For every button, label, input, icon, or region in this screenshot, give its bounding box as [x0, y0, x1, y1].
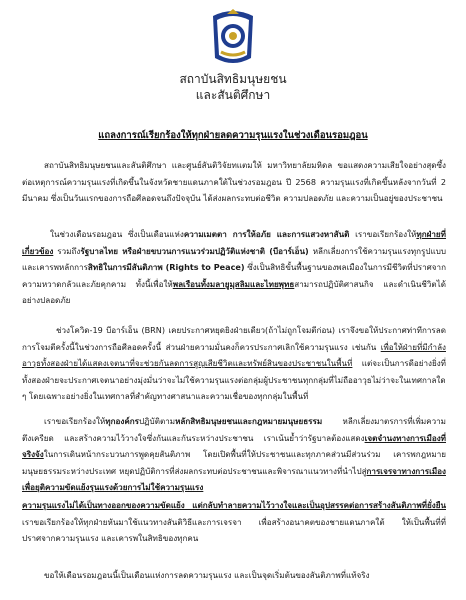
- p4-bold-1: ทุกองค์กร: [105, 416, 139, 426]
- institute-emblem-logo: [207, 8, 259, 68]
- paragraph-4: [22, 413, 446, 496]
- p2-text-1: ในช่วงเดือนรอมฎอน ซึ่งเป็นเดือนแห่ง: [50, 229, 184, 239]
- p4-bold-3: เจตจำนงทางการเมืองที่จริงจัง: [22, 432, 446, 460]
- p5-text-1: เราขอเรียกร้องให้ทุกฝ่ายหันมาใช้แนวทางสันติวิธีและการเจรจา เพื่อสร้างอนาคตของชายแดนภาคใต้ ให้เป็นพื้นที่ที่ปราศจากความรุนแรง และเคารพในสิทธิของทุกคน: [22, 516, 446, 544]
- p2-text-6: สามารถปฏิบัติศาสนกิจ และดำเนินชีวิตได้อย่างปลอดภัย: [22, 278, 447, 306]
- p4-text-2: ปฏิบัติตาม: [138, 416, 176, 426]
- p5-bold-1: ความรุนแรงไม่ได้เป็นทางออกของความขัดแย้ง แต่กลับทำลายความไว้วางใจและเป็นอุปสรรคต่อการสร้างสันติภาพที่ยั่งยืน: [22, 500, 446, 510]
- paragraph-1: สถาบันสิทธิมนุษยชนและสันติศึกษา และศูนย์สันติวิจัยทแตมให้ มหาวิทยาลัยมหิดล ขอแสดงความเสียใจอย่างสุดซึ้งต่อเหตุการณ์ความรุนแรงที่เกิดขึ้นในจังหวัดชายแดนภาคใต้ในช่วงรอมฎอน ปี 2568 ความรุนแรงที่เกิดขึ้นหลังจากวันที่ 2 มีนาคม ซึ่งเป็นวันแรกของการถือศีลอดจนถึงปัจจุบัน ได้ส่งผลกระทบต่อชีวิต ความปลอดภัย และความเป็นอยู่ของประชาชน: [22, 160, 446, 204]
- p2-bold-5: พลเรือนทั้งมลายูมุสลิมและไทยพุทธ: [172, 278, 295, 289]
- p2-bold-1: ความเมตตา การให้อภัย และการแสวงหาสันติ: [183, 229, 350, 239]
- paragraph-5: [22, 497, 446, 547]
- paragraph-2: [22, 226, 446, 309]
- p2-bold-3: รัฐบาลไทย หรือฝ่ายขบวนการแนวร่วมปฏิวัติแห่งชาติ (บีอาร์เอ็น): [80, 245, 309, 256]
- p2-text-3: รวมถึง: [53, 245, 81, 256]
- p4-bold-4: การเจรจาทางการเมืองเพื่อยุติความขัดแย้งรุนแรงด้วยการไม่ใช้ความรุนแรง: [22, 465, 446, 493]
- p4-text-1: เราขอเรียกร้องให้: [44, 416, 106, 426]
- p2-bold-2: ทุกฝ่ายที่เกี่ยวข้อง: [22, 229, 446, 256]
- institution-name-line1: สถาบันสิทธิมนุษยชน: [179, 72, 287, 86]
- statement-title: แถลงการณ์เรียกร้องให้ทุกฝ่ายลดความรุนแรงในช่วงเดือนรอมฎอน: [98, 130, 368, 141]
- paragraph-6: ขอให้เดือนรอมฎอนนี้เป็นเดือนแห่งการลดความรุนแรง และเป็นจุดเริ่มต้นของสันติภาพที่แท้จริง: [44, 570, 370, 580]
- p4-text-3: หลีกเลี่ยงมาตรการที่เพิ่มความตึงเครียด และสร้างความไว้วางใจซึ่งกันและกันระหว่างประชาชน เราเน้นย้ำว่ารัฐบาลต้องแสดง: [22, 416, 446, 443]
- p4-bold-2: หลักสิทธิมนุษยชนและกฎหมายมนุษยธรรม: [175, 416, 323, 426]
- p2-text-4: หลีกเลี่ยงการใช้ความรุนแรงทุกรูปแบบ และเคารพหลักการ: [22, 245, 447, 273]
- p2-bold-4: สิทธิในการมีสันติภาพ (Rights to Peace): [87, 262, 245, 273]
- p3-text-1: ช่วงโควิด-19 บีอาร์เอ็น (BRN) เคยประกาศหยุดยิงฝ่ายเดียว(ถ้าไม่ถูกโจมตีก่อน) เราจึงขอให้ประกาศท่าทีการลดการโจมตีครั้งนี้ในช่วงการถือศีลอดครั้งนี้ ส่วนฝ่ายความมั่นคงก็ควรประกาศเลิกใช้ความรุนแรง เช่นกัน: [22, 325, 446, 352]
- p3-text-2: แต่จะเป็นการดีอย่างยิ่งที่ทั้งสองฝ่ายจะประกาศเจตนาอย่างมุ่งมั่นว่าจะไม่ใช้ความรุนแรงต่อกลุ่มผู้ประชาชนทุกกลุ่มที่ไม่ถืออาวุธไม่ว่าจะในเทศกาลใด ๆ โดยเฉพาะอย่างยิ่งในเทศกาลที่สำคัญทางศาสนาและความเชื่อของทุกกลุ่มในพื้นที่: [22, 358, 446, 402]
- p2-text-5: ซึ่งเป็นสิทธิขั้นพื้นฐานของพลเมืองในการมีชีวิตที่ปราศจากความหวาดกลัวและภัยคุกคาม ทั้งนี้เพื่อให้: [22, 262, 446, 289]
- paragraph-3: [22, 322, 446, 405]
- p4-text-4: ในการเดินหน้ากระบวนการพูดคุยสันติภาพ โดยเปิดพื้นที่ให้ประชาชนและทุกภาคส่วนมีส่วนร่วม เคารพกฎหมายมนุษยธรรมระหว่างประเทศ หยุดปฏิบัติการที่ส่งผลกระทบต่อประชาชนและพิจารณาแนวทางที่นำไปสู่: [22, 449, 446, 476]
- p2-text-2: เราขอเรียกร้องให้: [349, 229, 417, 239]
- institution-name-line2: และสันติศึกษา: [195, 88, 271, 102]
- p3-underlined-1: เพื่อให้ฝ่ายที่มีกำลังอาวุธทั้งสองฝ่ายได้แสดงเจตนาที่จะช่วยกันลดการสูญเสียชีวิตและทรัพย์สินของประชาชนในพื้นที่: [22, 341, 446, 369]
